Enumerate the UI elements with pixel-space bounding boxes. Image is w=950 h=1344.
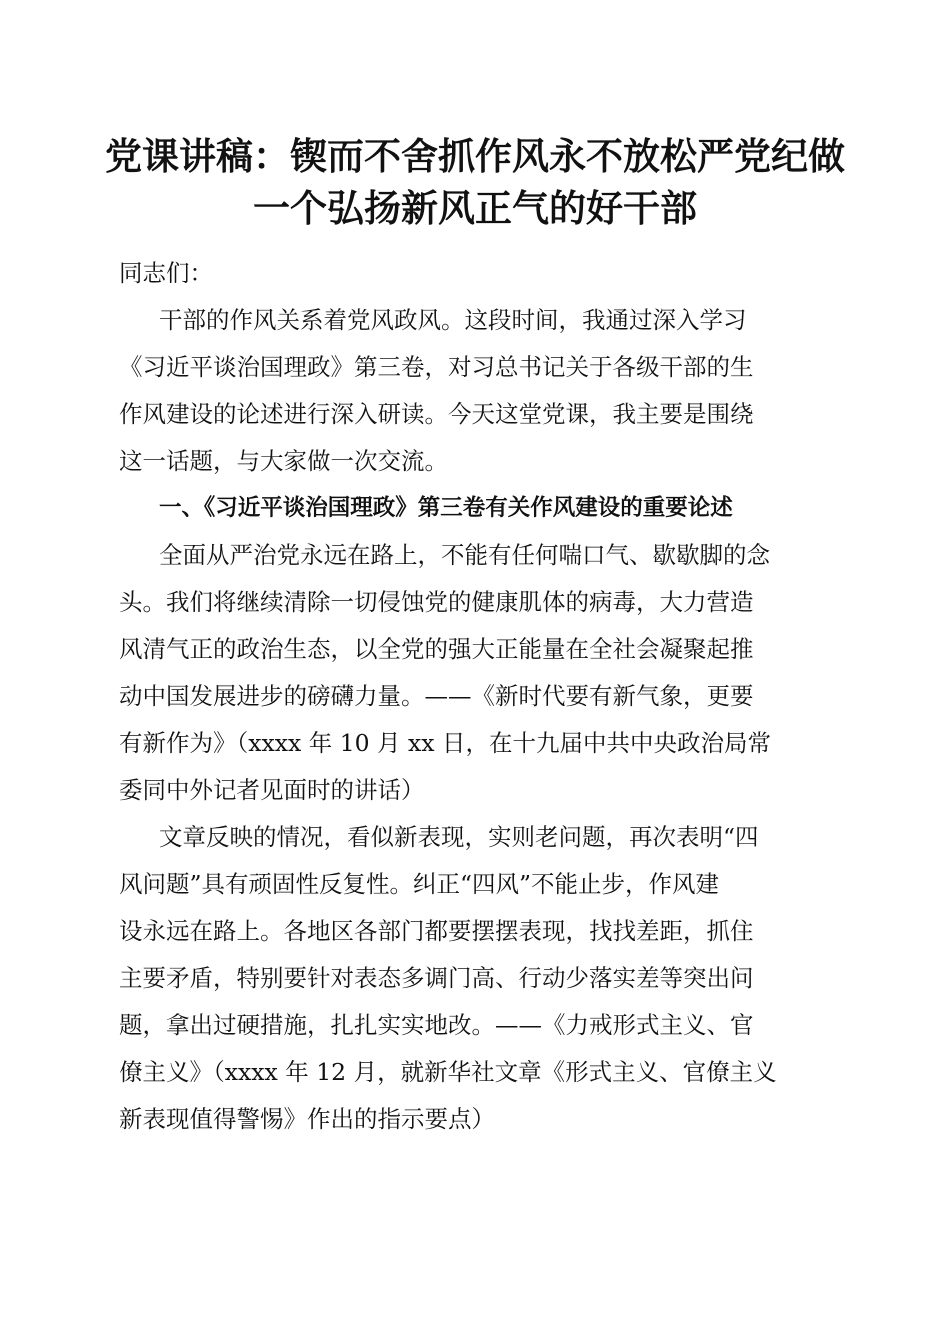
quote-2-line-4: 主要矛盾，特别要针对表态多调门高、行动少落实差等突出问 <box>119 964 754 992</box>
quote-2-line-2: 风问题”具有顽固性反复性。纠正“四风”不能止步，作风建 <box>119 870 720 898</box>
section-heading-1: 一、《习近平谈治国理政》第三卷有关作风建设的重要论述 <box>159 495 733 521</box>
document-body <box>119 250 824 1143</box>
title-line-2: 一个弘扬新风正气的好干部 <box>253 186 697 230</box>
quote-1-line-5: 有新作为》（xxxx 年 10 月 xx 日，在十九届中共中央政治局常 <box>119 729 772 757</box>
quote-2-line-3: 设永远在路上。各地区各部门都要摆摆表现，找找差距，抓住 <box>119 917 754 945</box>
quote-2-line-1: 文章反映的情况，看似新表现，实则老问题，再次表明“四 <box>159 823 759 851</box>
title-line-1: 党课讲稿：锲而不舍抓作风永不放松严党纪做 <box>105 134 845 178</box>
paragraph-1-line-4: 这一话题，与大家做一次交流。 <box>119 447 448 475</box>
quote-2-line-5: 题，拿出过硬措施，扎扎实实地改。——《力戒形式主义、官 <box>119 1011 754 1039</box>
quote-1-line-1: 全面从严治党永远在路上，不能有任何喘口气、歇歇脚的念 <box>159 541 770 569</box>
document-title <box>100 130 850 234</box>
quote-1-line-6: 委同中外记者见面时的讲话） <box>119 776 425 804</box>
quote-2-line-7: 新表现值得警惕》作出的指示要点） <box>119 1105 495 1133</box>
paragraph-1-line-1: 干部的作风关系着党风政风。这段时间，我通过深入学习 <box>159 306 747 334</box>
paragraph-1-line-3: 作风建设的论述进行深入研读。今天这堂党课，我主要是围绕 <box>119 400 754 428</box>
quote-2-line-6: 僚主义》（xxxx 年 12 月，就新华社文章《形式主义、官僚主义 <box>119 1058 777 1086</box>
paragraph-1-line-2: 《习近平谈治国理政》第三卷，对习总书记关于各级干部的生 <box>119 353 754 381</box>
quote-1-line-3: 风清气正的政治生态，以全党的强大正能量在全社会凝聚起推 <box>119 635 754 663</box>
quote-1-line-2: 头。我们将继续清除一切侵蚀党的健康肌体的病毒，大力营造 <box>119 588 754 616</box>
quote-1-line-4: 动中国发展进步的磅礴力量。——《新时代要有新气象，更要 <box>119 682 754 710</box>
salutation: 同志们： <box>119 259 213 287</box>
